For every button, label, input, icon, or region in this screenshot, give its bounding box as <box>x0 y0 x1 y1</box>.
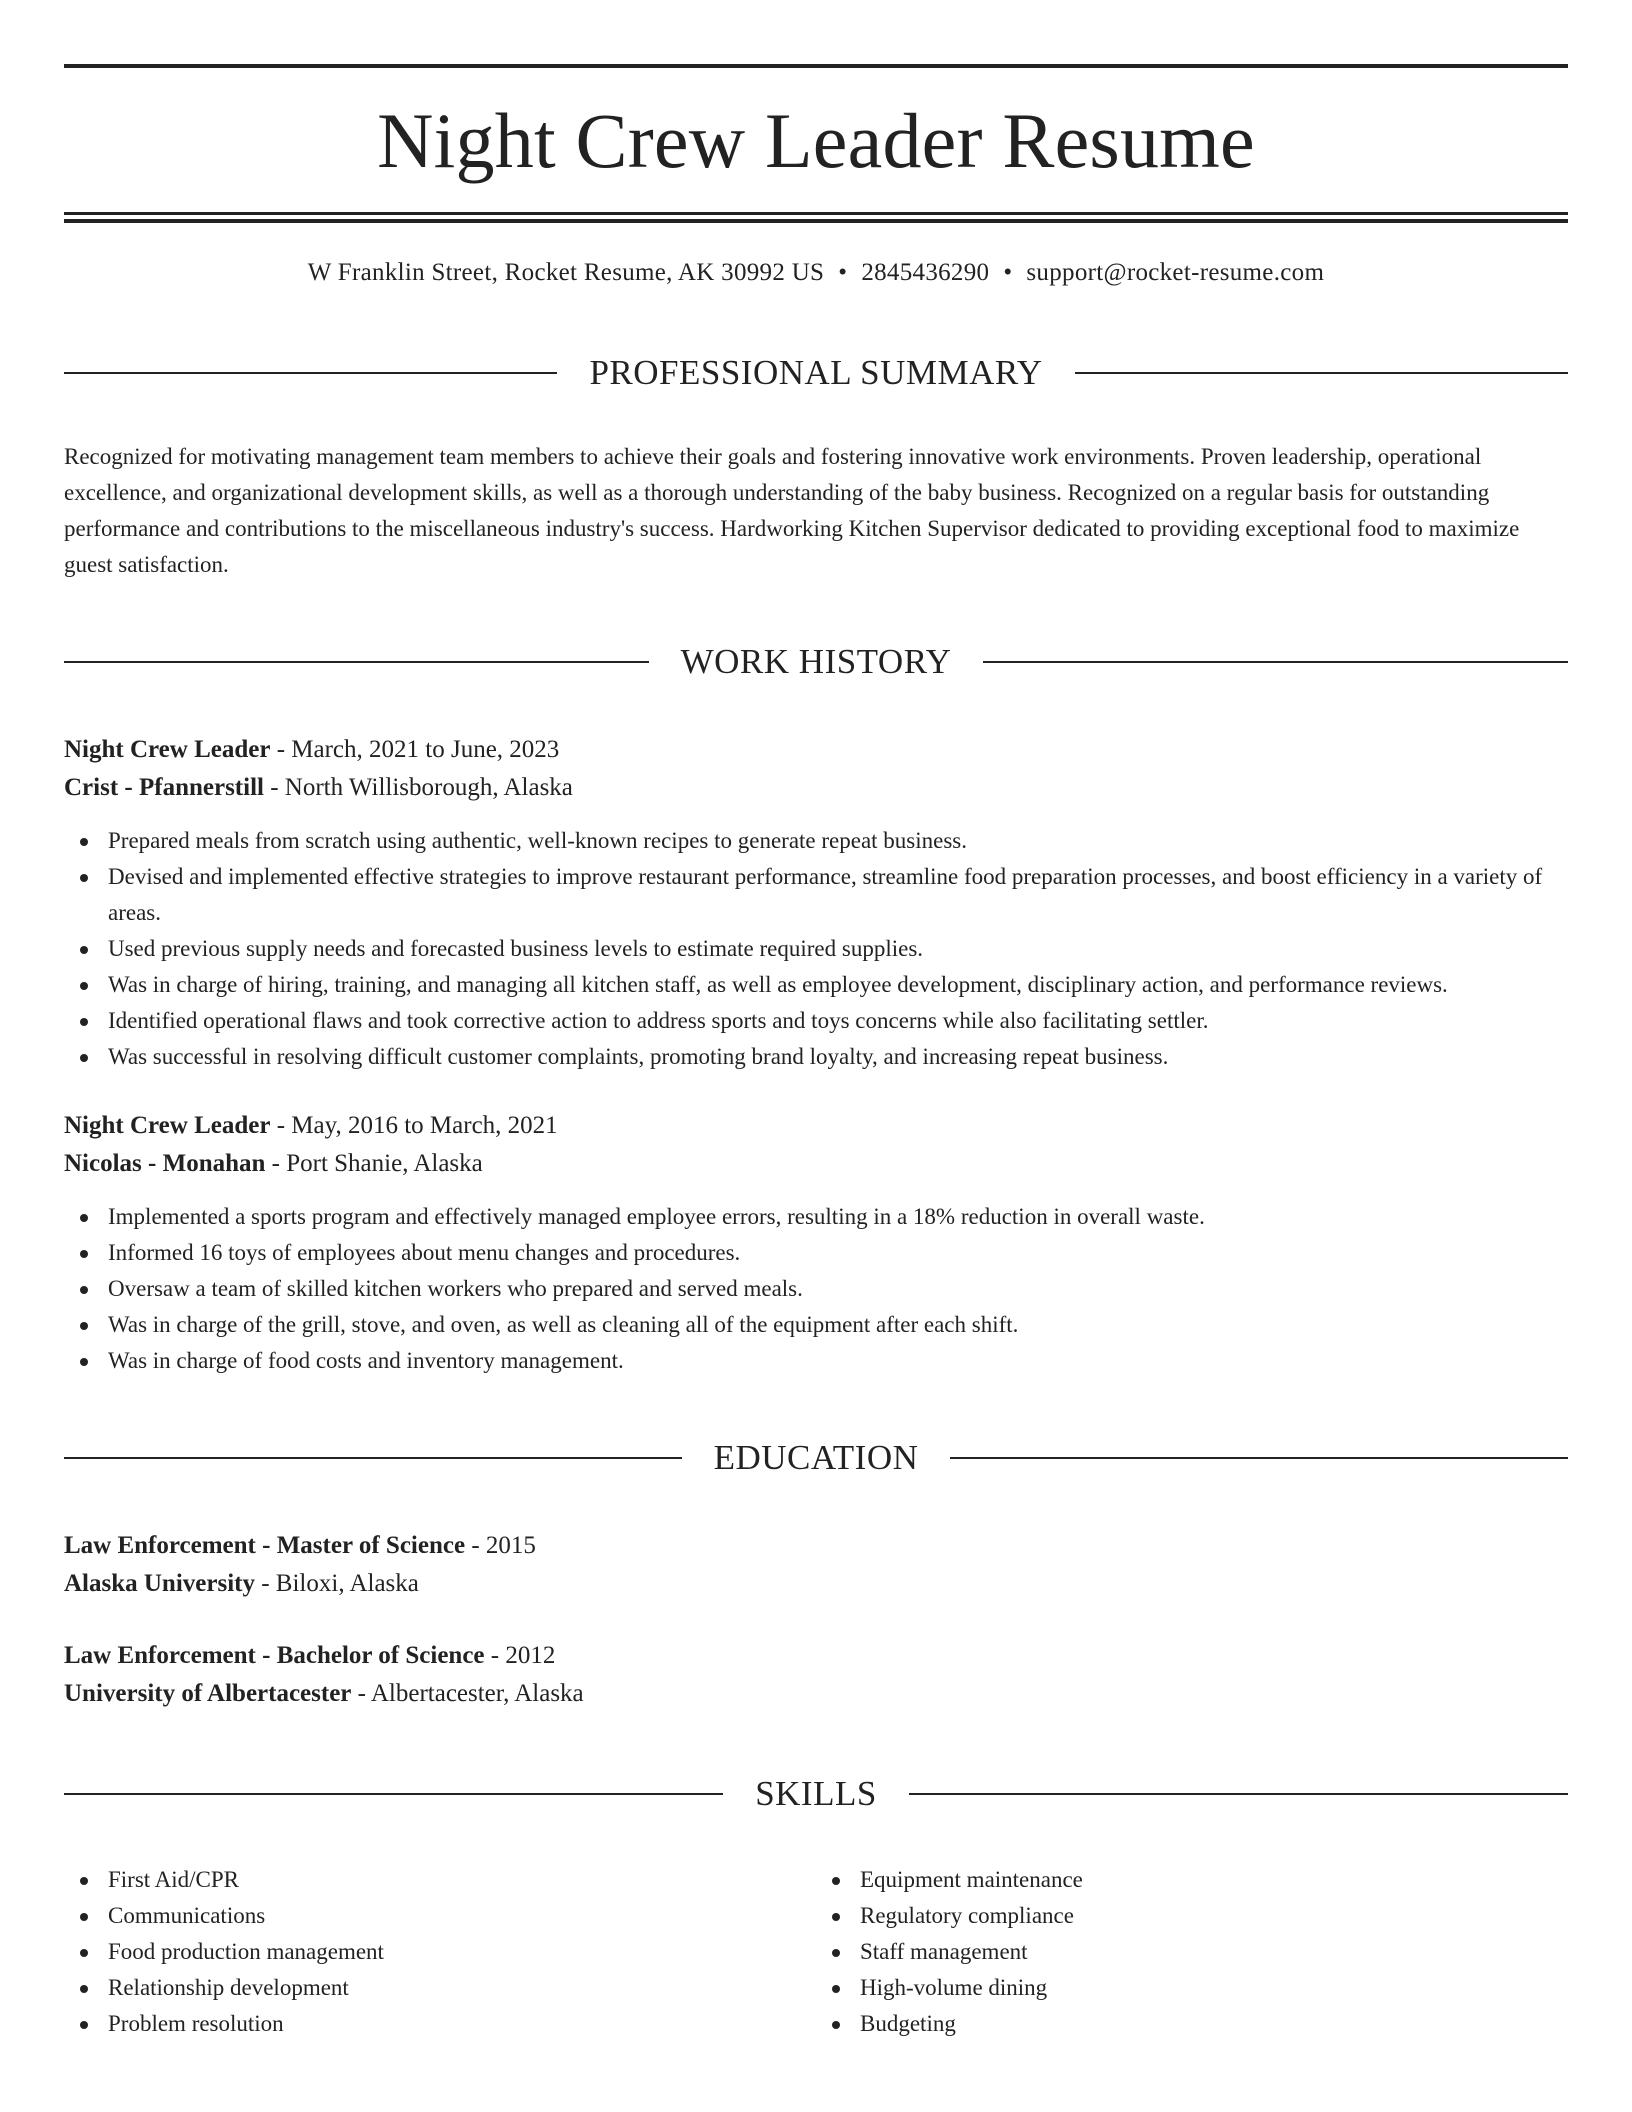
skill-item: Communications <box>64 1898 816 1934</box>
education-location: - Albertacester, Alaska <box>351 1680 584 1708</box>
job-bullet: Identified operational flaws and took corrective action to address sports and toys concerns while also facilitating settler. <box>64 1003 1568 1039</box>
job-entry <box>64 731 1568 1075</box>
job-bullet: Prepared meals from scratch using authentic, well-known recipes to generate repeat business. <box>64 823 1568 859</box>
heading-rule-right <box>950 1457 1568 1459</box>
education-degree: Law Enforcement - Master of Science <box>64 1532 466 1560</box>
job-title: Night Crew Leader <box>64 1112 271 1140</box>
education-year: - 2015 <box>465 1532 536 1560</box>
contact-email: support@rocket-resume.com <box>1026 259 1325 286</box>
skills-column-left <box>64 1862 816 2042</box>
education-year: - 2012 <box>484 1642 556 1670</box>
education-entry <box>64 1527 1568 1603</box>
summary-text: Recognized for motivating management team members to achieve their goals and fostering innovative work environments. Proven leadership, operational excellence, and organizational development skills, as well as a thorough understanding of the baby business. Recognized on a regular basis for outstanding performance and contributions to the miscellaneous industry's success. Hardworking Kitchen Supervisor dedicated to providing exceptional food to maximize guest satisfaction. <box>64 444 1520 578</box>
job-dates: - March, 2021 to June, 2023 <box>270 736 560 764</box>
skill-item: High-volume dining <box>816 1970 1568 2006</box>
job-bullet: Used previous supply needs and forecasted business levels to estimate required supplies. <box>64 931 1568 967</box>
work-section-heading <box>64 615 1568 708</box>
skills-column-right <box>816 1862 1568 2042</box>
education-degree-line <box>64 1527 1568 1565</box>
job-location: - Port Shanie, Alaska <box>265 1150 483 1178</box>
title-block <box>64 0 1568 223</box>
contact-separator: • <box>838 259 848 286</box>
education-section-heading <box>64 1411 1568 1504</box>
summary-section-heading <box>64 326 1568 419</box>
skill-item: Relationship development <box>64 1970 816 2006</box>
education-entry <box>64 1637 1568 1713</box>
skills-heading: SKILLS <box>755 1774 877 1814</box>
heading-rule-left <box>64 1457 682 1459</box>
heading-rule-left <box>64 372 557 374</box>
education-school-line <box>64 1675 1568 1713</box>
heading-rule-right <box>983 661 1568 663</box>
education-school-line <box>64 1565 1568 1603</box>
job-bullets <box>64 1199 1568 1379</box>
education-school: University of Albertacester <box>64 1680 352 1708</box>
job-bullet: Was in charge of food costs and inventory management. <box>64 1343 1568 1379</box>
job-company-line <box>64 769 1568 807</box>
job-bullet: Was successful in resolving difficult customer complaints, promoting brand loyalty, and increasing repeat business. <box>64 1039 1568 1075</box>
education-degree-line <box>64 1637 1568 1675</box>
job-location: - North Willisborough, Alaska <box>263 774 573 802</box>
heading-rule-left <box>64 1793 723 1795</box>
skill-item: Equipment maintenance <box>816 1862 1568 1898</box>
education-location: - Biloxi, Alaska <box>254 1570 419 1598</box>
job-company: Nicolas - Monahan <box>64 1150 266 1178</box>
page-title: Night Crew Leader Resume <box>377 97 1255 184</box>
skill-item: First Aid/CPR <box>64 1862 816 1898</box>
work-heading: WORK HISTORY <box>680 642 952 682</box>
skill-item: Regulatory compliance <box>816 1898 1568 1934</box>
job-bullet: Was in charge of the grill, stove, and oven, as well as cleaning all of the equipment after each shift. <box>64 1307 1568 1343</box>
education-heading: EDUCATION <box>713 1438 919 1478</box>
skills-list <box>64 1862 1568 2042</box>
job-title-line <box>64 731 1568 769</box>
skill-item: Budgeting <box>816 2006 1568 2042</box>
job-title: Night Crew Leader <box>64 736 271 764</box>
job-company: Crist - Pfannerstill <box>64 774 264 802</box>
contact-separator: • <box>1003 259 1013 286</box>
heading-rule-right <box>1075 372 1568 374</box>
job-bullet: Devised and implemented effective strategies to improve restaurant performance, streamline food preparation processes, and boost efficiency in a variety of areas. <box>64 859 1568 931</box>
job-bullet: Was in charge of hiring, training, and managing all kitchen staff, as well as employee development, disciplinary action, and performance reviews. <box>64 967 1568 1003</box>
job-dates: - May, 2016 to March, 2021 <box>270 1112 558 1140</box>
education-school: Alaska University <box>64 1570 255 1598</box>
heading-rule-right <box>909 1793 1568 1795</box>
job-entry <box>64 1107 1568 1379</box>
job-company-line <box>64 1145 1568 1183</box>
contact-address: W Franklin Street, Rocket Resume, AK 30992 US <box>307 259 825 286</box>
job-bullet: Implemented a sports program and effectively managed employee errors, resulting in a 18% reduction in overall waste. <box>64 1199 1568 1235</box>
summary-heading: PROFESSIONAL SUMMARY <box>589 353 1043 393</box>
contact-line <box>64 258 1568 288</box>
job-bullet: Oversaw a team of skilled kitchen workers who prepared and served meals. <box>64 1271 1568 1307</box>
skills-section-heading <box>64 1747 1568 1840</box>
job-bullets <box>64 823 1568 1075</box>
heading-rule-left <box>64 661 649 663</box>
education-degree: Law Enforcement - Bachelor of Science <box>64 1642 485 1670</box>
title-bottom-double-rule <box>64 212 1568 223</box>
skill-item: Staff management <box>816 1934 1568 1970</box>
skill-item: Problem resolution <box>64 2006 816 2042</box>
job-title-line <box>64 1107 1568 1145</box>
contact-phone: 2845436290 <box>861 259 990 286</box>
skill-item: Food production management <box>64 1934 816 1970</box>
job-bullet: Informed 16 toys of employees about menu changes and procedures. <box>64 1235 1568 1271</box>
